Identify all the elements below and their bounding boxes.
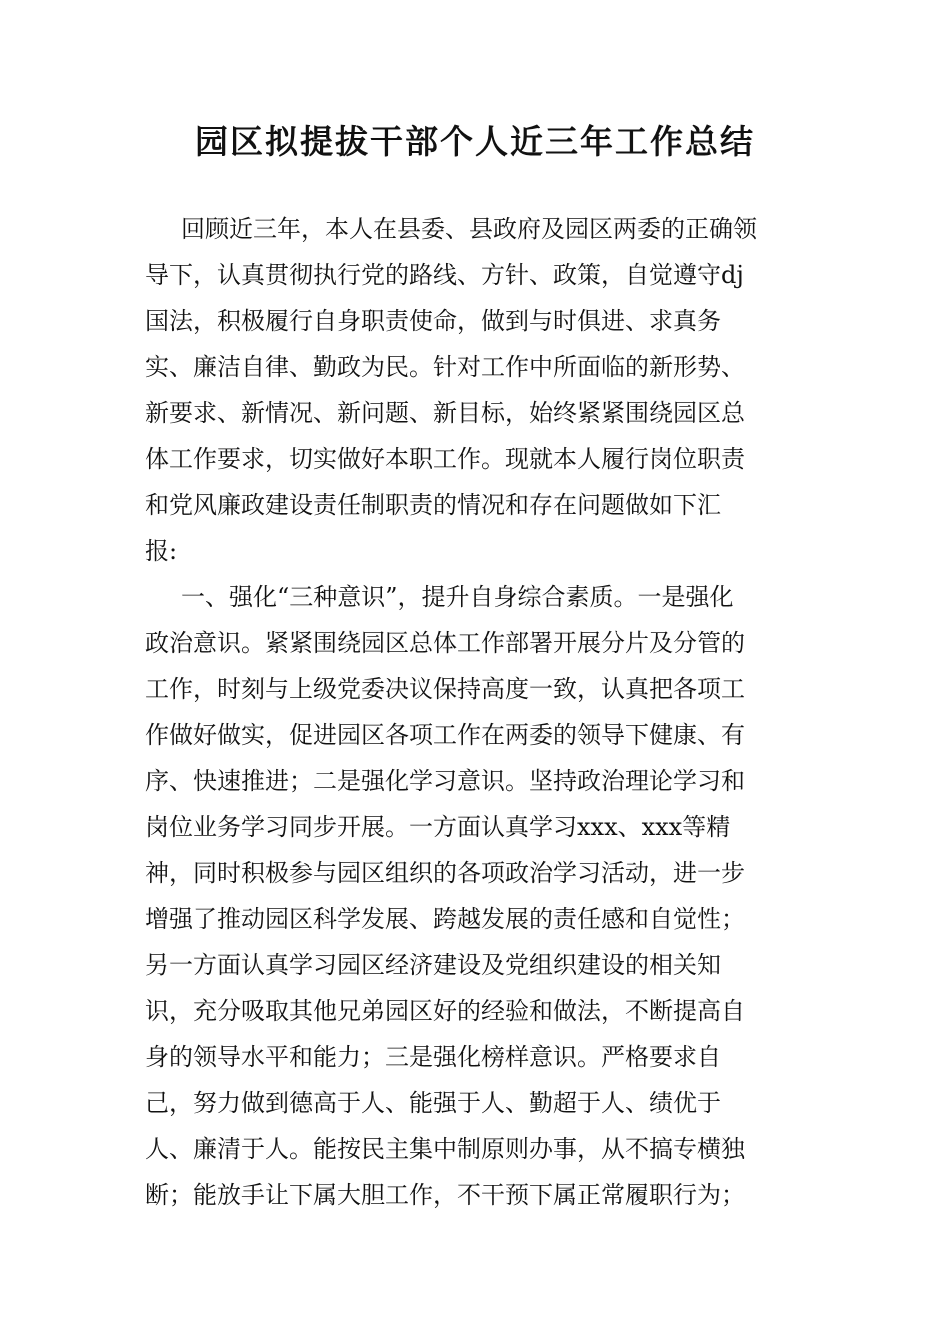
text-line: 工作，时刻与上级党委决议保持高度一致，认真把各项工 <box>145 675 745 703</box>
text-line: 国法，积极履行自身职责使命，做到与时俱进、求真务 <box>145 307 721 335</box>
document-body <box>145 206 805 1218</box>
text-line: 另一方面认真学习园区经济建设及党组织建设的相关知 <box>145 951 721 979</box>
text-line: 实、廉洁自律、勤政为民。针对工作中所面临的新形势、 <box>145 353 745 381</box>
text-line: 和党风廉政建设责任制职责的情况和存在问题做如下汇 <box>145 491 721 519</box>
text-line: 人、廉清于人。能按民主集中制原则办事，从不搞专横独 <box>145 1135 745 1163</box>
text-line: 身的领导水平和能力；三是强化榜样意识。严格要求自 <box>145 1043 721 1071</box>
text-line: 增强了推动园区科学发展、跨越发展的责任感和自觉性； <box>145 905 745 933</box>
text-line: 断；能放手让下属大胆工作，不干预下属正常履职行为； <box>145 1181 745 1209</box>
text-line: 一、强化“三种意识”，提升自身综合素质。一是强化 <box>181 583 734 611</box>
text-line: 政治意识。紧紧围绕园区总体工作部署开展分片及分管的 <box>145 629 745 657</box>
text-line: 导下，认真贯彻执行党的路线、方针、政策，自觉遵守dj <box>145 261 744 289</box>
text-line: 新要求、新情况、新问题、新目标，始终紧紧围绕园区总 <box>145 399 745 427</box>
text-line: 作做好做实，促进园区各项工作在两委的领导下健康、有 <box>145 721 745 749</box>
paragraph-intro <box>145 206 805 574</box>
text-line: 回顾近三年，本人在县委、县政府及园区两委的正确领 <box>181 215 757 243</box>
text-line: 报: <box>145 537 178 565</box>
text-line: 岗位业务学习同步开展。一方面认真学习xxx、xxx等精 <box>145 813 731 841</box>
text-line: 神，同时积极参与园区组织的各项政治学习活动，进一步 <box>145 859 745 887</box>
text-line: 序、快速推进；二是强化学习意识。坚持政治理论学习和 <box>145 767 745 795</box>
text-line: 己，努力做到德高于人、能强于人、勤超于人、绩优于 <box>145 1089 721 1117</box>
text-line: 体工作要求，切实做好本职工作。现就本人履行岗位职责 <box>145 445 745 473</box>
document-title: 园区拟提拔干部个人近三年工作总结 <box>195 122 755 161</box>
paragraph-section-one <box>145 574 805 1218</box>
text-line: 识，充分吸取其他兄弟园区好的经验和做法，不断提高自 <box>145 997 745 1025</box>
